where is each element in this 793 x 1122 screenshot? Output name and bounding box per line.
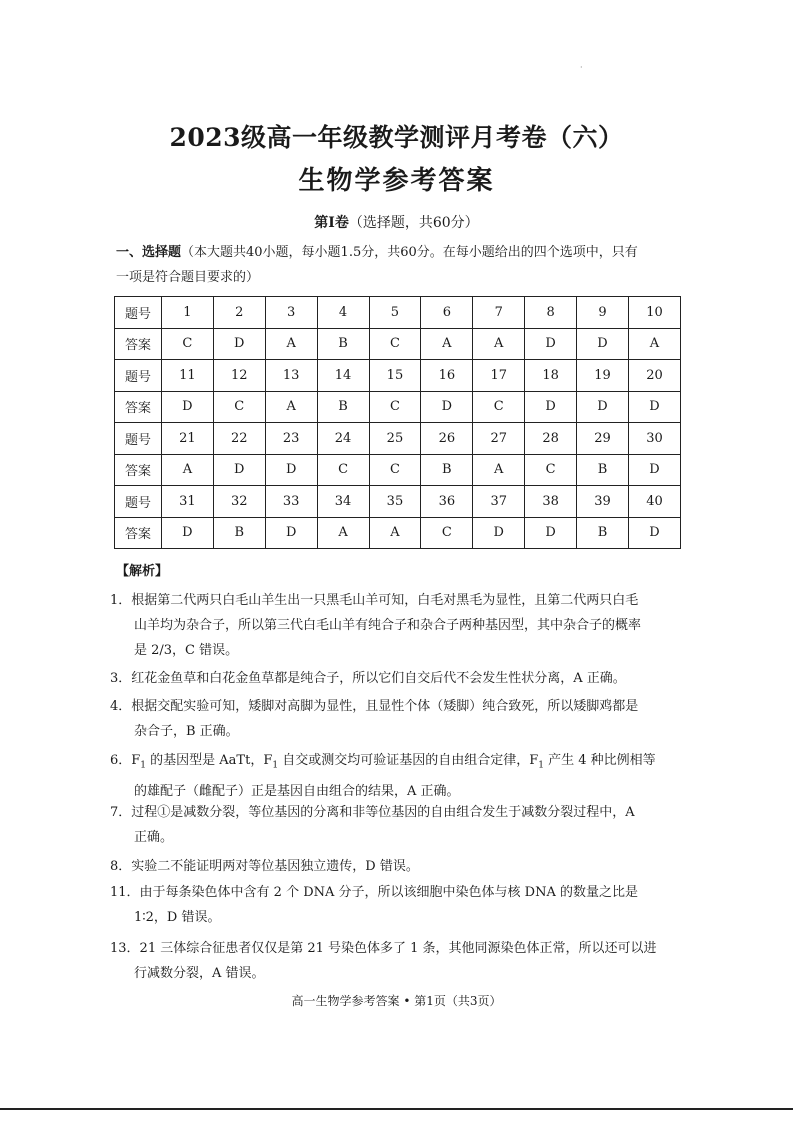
explanation-8: 8．实验二不能证明两对等位基因独立遗传，D 错误。 xyxy=(110,859,419,874)
section-heading-rest: （选择题，共60分） xyxy=(348,215,479,231)
answer-cell: D xyxy=(421,391,473,423)
answer-cell: D xyxy=(265,517,317,549)
answer-cell: D xyxy=(525,328,577,360)
answer-cell: D xyxy=(628,454,680,486)
answer-cell: A xyxy=(421,328,473,360)
question-label-cell: 题号 xyxy=(115,360,162,392)
question-number-cell: 38 xyxy=(525,486,577,518)
bottom-rule xyxy=(0,1108,793,1110)
answer-cell: C xyxy=(421,517,473,549)
question-number-cell: 11 xyxy=(161,360,213,392)
explanation-3: 3．红花金鱼草和白花金鱼草都是纯合子，所以它们自交后代不会发生性状分离，A 正确。 xyxy=(110,671,626,686)
answer-cell: D xyxy=(213,328,265,360)
explanation-13: 13．21 三体综合征患者仅仅是第 21 号染色体多了 1 条，其他同源染色体正常，所以还可以进 行减数分裂，A 错误。 xyxy=(110,941,657,981)
answer-cell: C xyxy=(317,454,369,486)
question-number-cell: 8 xyxy=(525,297,577,329)
section-instructions xyxy=(116,240,686,290)
answer-cell: B xyxy=(213,517,265,549)
question-number-cell: 40 xyxy=(628,486,680,518)
question-number-cell: 1 xyxy=(161,297,213,329)
answer-cell: A xyxy=(161,454,213,486)
answer-row xyxy=(115,391,681,423)
question-label-cell: 题号 xyxy=(115,486,162,518)
answer-cell: D xyxy=(628,517,680,549)
answer-cell: A xyxy=(369,517,421,549)
explanation-1: 1．根据第二代两只白毛山羊生出一只黑毛山羊可知，白毛对黑毛为显性，且第二代两只白毛 山羊均为杂合子，所以第三代白毛山羊有纯合子和杂合子两种基因型，其中杂合子的概率 是 2/3，C 错误。 xyxy=(110,593,642,658)
answer-cell: B xyxy=(317,328,369,360)
page-title: 2023级高一年级教学测评月考卷（六） xyxy=(169,123,624,152)
answer-cell: D xyxy=(577,391,629,423)
answer-cell: D xyxy=(161,517,213,549)
analysis-label: 【解析】 xyxy=(116,564,169,579)
answer-label-cell: 答案 xyxy=(115,328,162,360)
question-number-cell: 15 xyxy=(369,360,421,392)
answer-row xyxy=(115,454,681,486)
answer-cell: D xyxy=(161,391,213,423)
dot-mark: · xyxy=(580,63,583,72)
answer-row xyxy=(115,517,681,549)
question-number-cell: 39 xyxy=(577,486,629,518)
question-number-cell: 32 xyxy=(213,486,265,518)
explanation-4: 4．根据交配实验可知，矮脚对高脚为显性，且显性个体（矮脚）纯合致死，所以矮脚鸡都是 杂合子，B 正确。 xyxy=(110,699,639,739)
question-number-cell: 23 xyxy=(265,423,317,455)
question-number-cell: 28 xyxy=(525,423,577,455)
answer-cell: C xyxy=(369,454,421,486)
question-number-cell: 25 xyxy=(369,423,421,455)
question-number-cell: 20 xyxy=(628,360,680,392)
question-number-cell: 33 xyxy=(265,486,317,518)
answer-cell: B xyxy=(577,454,629,486)
question-number-cell: 36 xyxy=(421,486,473,518)
question-number-cell: 9 xyxy=(577,297,629,329)
question-number-cell: 18 xyxy=(525,360,577,392)
answer-cell: C xyxy=(213,391,265,423)
question-number-row xyxy=(115,360,681,392)
question-number-cell: 27 xyxy=(473,423,525,455)
answer-cell: C xyxy=(369,391,421,423)
question-number-cell: 29 xyxy=(577,423,629,455)
explanation-11: 11．由于每条染色体中含有 2 个 DNA 分子，所以该细胞中染色体与核 DNA 的数量之比是 1∶2，D 错误。 xyxy=(110,885,638,925)
answer-row xyxy=(115,328,681,360)
question-number-cell: 6 xyxy=(421,297,473,329)
question-number-cell: 2 xyxy=(213,297,265,329)
instructions-line-2: 一项是符合题目要求的） xyxy=(116,270,260,285)
question-number-row xyxy=(115,297,681,329)
answer-label-cell: 答案 xyxy=(115,454,162,486)
question-number-cell: 16 xyxy=(421,360,473,392)
answer-cell: D xyxy=(213,454,265,486)
answer-cell: B xyxy=(577,517,629,549)
answer-cell: D xyxy=(628,391,680,423)
question-number-cell: 31 xyxy=(161,486,213,518)
question-number-cell: 7 xyxy=(473,297,525,329)
answer-label-cell: 答案 xyxy=(115,391,162,423)
page-subtitle: 生物学参考答案 xyxy=(298,166,495,196)
answer-cell: A xyxy=(628,328,680,360)
question-number-cell: 30 xyxy=(628,423,680,455)
answer-cell: D xyxy=(577,328,629,360)
question-label-cell: 题号 xyxy=(115,297,162,329)
question-number-cell: 19 xyxy=(577,360,629,392)
question-number-cell: 24 xyxy=(317,423,369,455)
answer-cell: B xyxy=(421,454,473,486)
question-number-cell: 3 xyxy=(265,297,317,329)
instructions-bold: 一、选择题 xyxy=(116,245,182,260)
answer-cell: A xyxy=(473,328,525,360)
section-heading-bold: 第Ⅰ卷 xyxy=(314,215,349,231)
question-number-cell: 22 xyxy=(213,423,265,455)
question-label-cell: 题号 xyxy=(115,423,162,455)
question-number-cell: 4 xyxy=(317,297,369,329)
answer-cell: D xyxy=(525,391,577,423)
question-number-cell: 13 xyxy=(265,360,317,392)
answer-table xyxy=(114,296,681,549)
page-footer: 高一生物学参考答案 • 第1页（共3页） xyxy=(291,994,502,1008)
answer-cell: C xyxy=(473,391,525,423)
question-number-cell: 26 xyxy=(421,423,473,455)
answer-cell: A xyxy=(317,517,369,549)
answer-cell: D xyxy=(473,517,525,549)
question-number-cell: 12 xyxy=(213,360,265,392)
question-number-cell: 17 xyxy=(473,360,525,392)
question-number-cell: 5 xyxy=(369,297,421,329)
answer-label-cell: 答案 xyxy=(115,517,162,549)
question-number-cell: 14 xyxy=(317,360,369,392)
explanation-6: 6．$F_1$ 的基因型是 AaTt，$F_1$ 自交或测交均可验证基因的自由组合定律，$F_1$ 产生 4 种比例相等 的雄配子（雌配子）正是基因自由组合的结果，A 正确。 xyxy=(110,753,656,799)
section-heading xyxy=(0,212,793,232)
answer-cell: A xyxy=(265,328,317,360)
question-number-row xyxy=(115,423,681,455)
question-number-cell: 37 xyxy=(473,486,525,518)
answer-cell: C xyxy=(369,328,421,360)
question-number-cell: 35 xyxy=(369,486,421,518)
answer-cell: A xyxy=(473,454,525,486)
question-number-cell: 21 xyxy=(161,423,213,455)
answer-cell: B xyxy=(317,391,369,423)
answer-cell: A xyxy=(265,391,317,423)
explanation-7: 7．过程①是减数分裂，等位基因的分离和非等位基因的自由组合发生于减数分裂过程中，A 正确。 xyxy=(110,805,635,845)
answer-cell: D xyxy=(525,517,577,549)
answer-cell: C xyxy=(525,454,577,486)
question-number-cell: 10 xyxy=(628,297,680,329)
answer-cell: C xyxy=(161,328,213,360)
question-number-cell: 34 xyxy=(317,486,369,518)
question-number-row xyxy=(115,486,681,518)
instructions-line-1: 一、选择题（本大题共40小题，每小题1.5分，共60分。在每小题给出的四个选项中，只有 xyxy=(116,245,638,260)
answer-cell: D xyxy=(265,454,317,486)
